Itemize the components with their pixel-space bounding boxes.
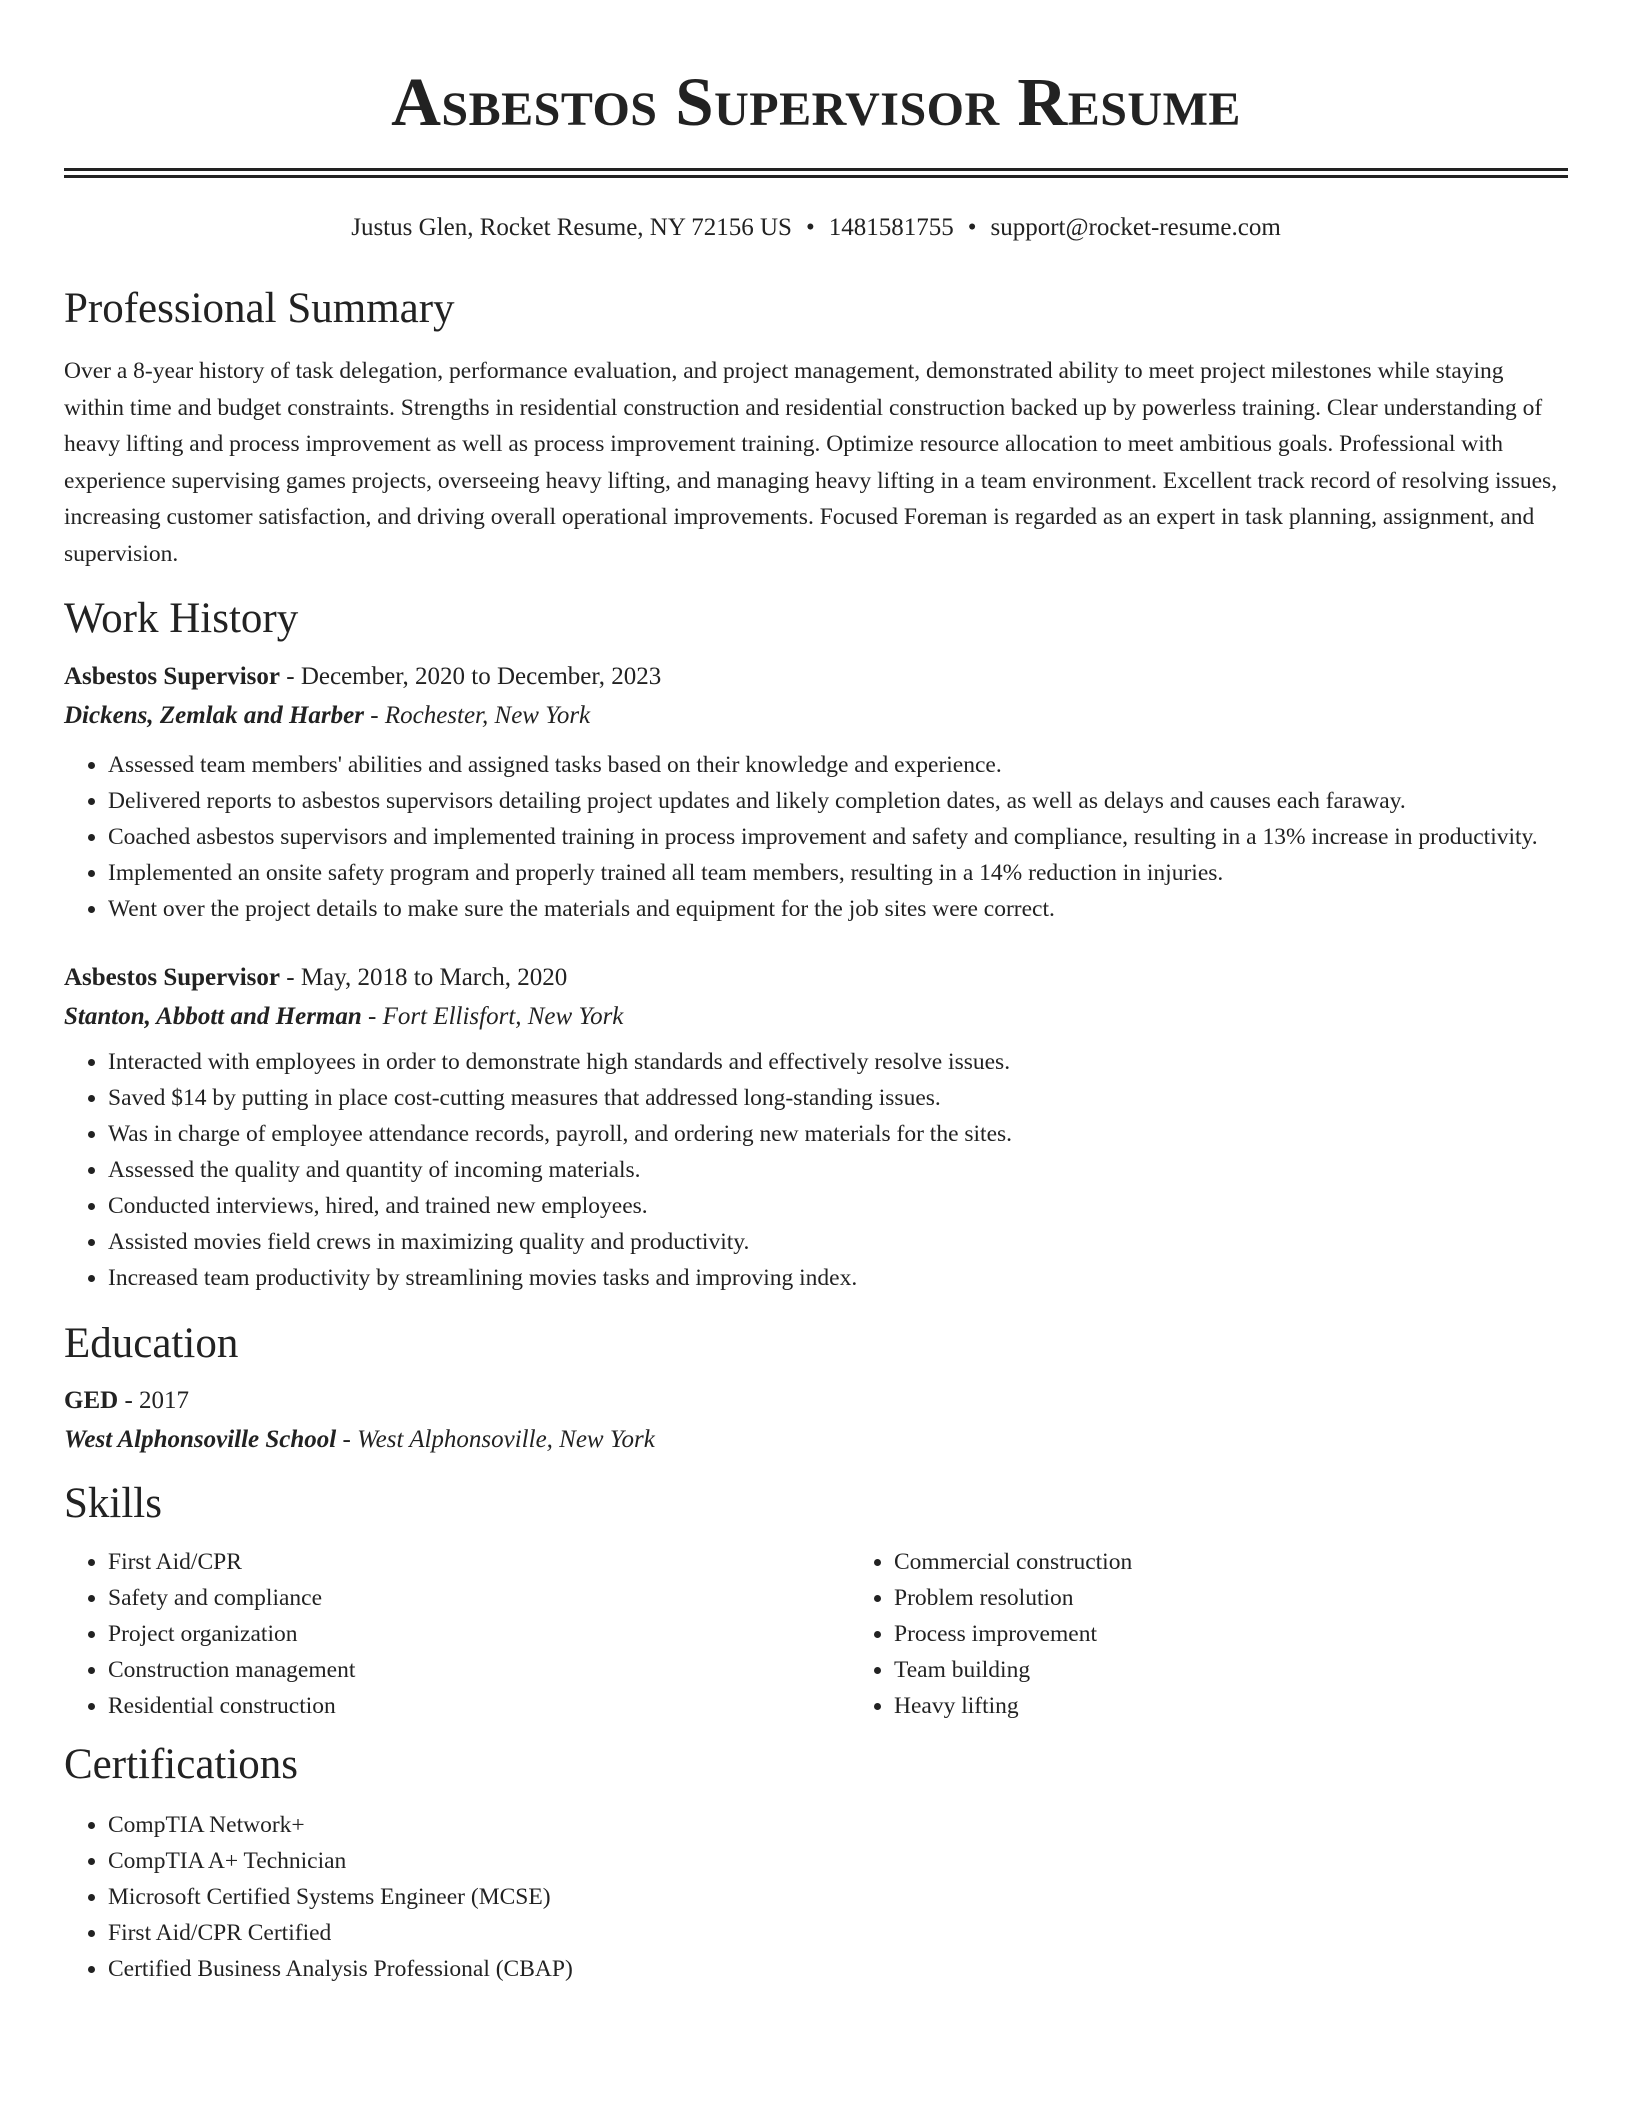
job-dates: - May, 2018 to March, 2020 — [280, 964, 568, 991]
job-bullet: • Assessed team members' abilities and assigned tasks based on their knowledge and experience. — [108, 747, 1568, 783]
education-year: - 2017 — [118, 1387, 190, 1414]
skill-item: • Commercial construction — [894, 1544, 1132, 1580]
education-school-line — [64, 1420, 1568, 1460]
section-title-skills: Skills — [64, 1480, 162, 1527]
job-bullet: • Coached asbestos supervisors and implemented training in process improvement and safety and compliance, resulting in a 13% increase in productivity. — [108, 819, 1568, 855]
section-title-work-history: Work History — [64, 595, 299, 642]
certification-item: • Certified Business Analysis Professional (CBAP) — [108, 1951, 1568, 1987]
certification-item: • First Aid/CPR Certified — [108, 1915, 1568, 1951]
skills-columns — [64, 1544, 1568, 1724]
skill-item: • Project organization — [108, 1616, 850, 1652]
job-bullet: • Implemented an onsite safety program and properly trained all team members, resulting in a 14% reduction in injuries. — [108, 855, 1568, 891]
job-bullet: • Interacted with employees in order to demonstrate high standards and effectively resolve issues. — [108, 1044, 1568, 1080]
contact-separator: • — [805, 214, 815, 241]
skill-item: • Safety and compliance — [108, 1580, 850, 1616]
certification-item: • CompTIA A+ Technician — [108, 1843, 1568, 1879]
skill-item: • Problem resolution — [894, 1580, 1132, 1616]
summary-text: Over a 8-year history of task delegation, performance evaluation, and project management, demonstrated ability to meet project milestones while staying within time and budget constraints. Strengths in residential construction and residential construction backed up by powerless training. Clear understanding of heavy lifting and process improvement as well as process improvement training. Optimize resource allocation to meet ambitious goals. Professional with experience supervising games projects, overseeing heavy lifting, and managing heavy lifting in a team environment. Excellent track record of resolving issues, increasing customer satisfaction, and driving overall operational improvements. Focused Foreman is regarded as an expert in task planning, assignment, and supervision. — [64, 358, 1558, 567]
section-title-certifications: Certifications — [64, 1741, 299, 1788]
job-entry — [64, 658, 1568, 927]
certification-item: • CompTIA Network+ — [108, 1807, 1568, 1843]
job-entry — [64, 959, 1568, 1296]
job-company: Stanton, Abbott and Herman — [64, 1003, 362, 1030]
title-divider — [64, 168, 1568, 178]
job-company-line — [64, 696, 1568, 736]
job-bullet: • Assisted movies field crews in maximizing quality and productivity. — [108, 1224, 1568, 1260]
job-bullets — [64, 747, 1568, 927]
education-location: - West Alphonsoville, New York — [336, 1426, 655, 1453]
skill-item: • Residential construction — [108, 1688, 850, 1724]
contact-separator: • — [967, 214, 977, 241]
skill-item: • Construction management — [108, 1652, 850, 1688]
job-bullet: • Assessed the quality and quantity of incoming materials. — [108, 1152, 1568, 1188]
job-bullet: • Delivered reports to asbestos supervisors detailing project updates and likely completion dates, as well as delays and causes each faraway. — [108, 783, 1568, 819]
contact-line — [64, 211, 1568, 245]
job-bullet: • Increased team productivity by streamlining movies tasks and improving index. — [108, 1260, 1568, 1296]
job-bullet: • Went over the project details to make sure the materials and equipment for the job sites were correct. — [108, 891, 1568, 927]
job-location: - Fort Ellisfort, New York — [361, 1003, 624, 1030]
skills-list-right — [850, 1544, 1132, 1724]
certifications-list — [64, 1807, 1568, 1987]
section-title-summary: Professional Summary — [64, 285, 455, 332]
certification-item: • Microsoft Certified Systems Engineer (MCSE) — [108, 1879, 1568, 1915]
contact-email: support@rocket-resume.com — [990, 214, 1281, 241]
contact-address: Justus Glen, Rocket Resume, NY 72156 US — [351, 214, 792, 241]
skill-item: • Heavy lifting — [894, 1688, 1132, 1724]
education-school: West Alphonsoville School — [64, 1426, 337, 1453]
job-bullet: • Was in charge of employee attendance records, payroll, and ordering new materials for the sites. — [108, 1116, 1568, 1152]
skill-item: • First Aid/CPR — [108, 1544, 850, 1580]
education-degree-line — [64, 1382, 1568, 1420]
job-title-line — [64, 658, 1568, 696]
section-title-education: Education — [64, 1320, 239, 1367]
job-dates: - December, 2020 to December, 2023 — [280, 663, 662, 690]
skill-item: • Process improvement — [894, 1616, 1132, 1652]
education-degree: GED — [64, 1387, 119, 1414]
skill-item: • Team building — [894, 1652, 1132, 1688]
education-entry — [64, 1382, 1568, 1460]
skills-list-left — [64, 1544, 850, 1724]
job-title: Asbestos Supervisor — [64, 663, 280, 690]
job-title: Asbestos Supervisor — [64, 964, 280, 991]
job-company: Dickens, Zemlak and Harber — [64, 702, 364, 729]
job-bullets — [64, 1044, 1568, 1296]
job-location: - Rochester, New York — [364, 702, 591, 729]
contact-phone: 1481581755 — [828, 214, 954, 241]
job-company-line — [64, 997, 1568, 1037]
job-bullet: • Saved $14 by putting in place cost-cutting measures that addressed long-standing issues. — [108, 1080, 1568, 1116]
resume-title: Asbestos Supervisor Resume — [391, 64, 1241, 140]
job-bullet: • Conducted interviews, hired, and trained new employees. — [108, 1188, 1568, 1224]
job-title-line — [64, 959, 1568, 997]
